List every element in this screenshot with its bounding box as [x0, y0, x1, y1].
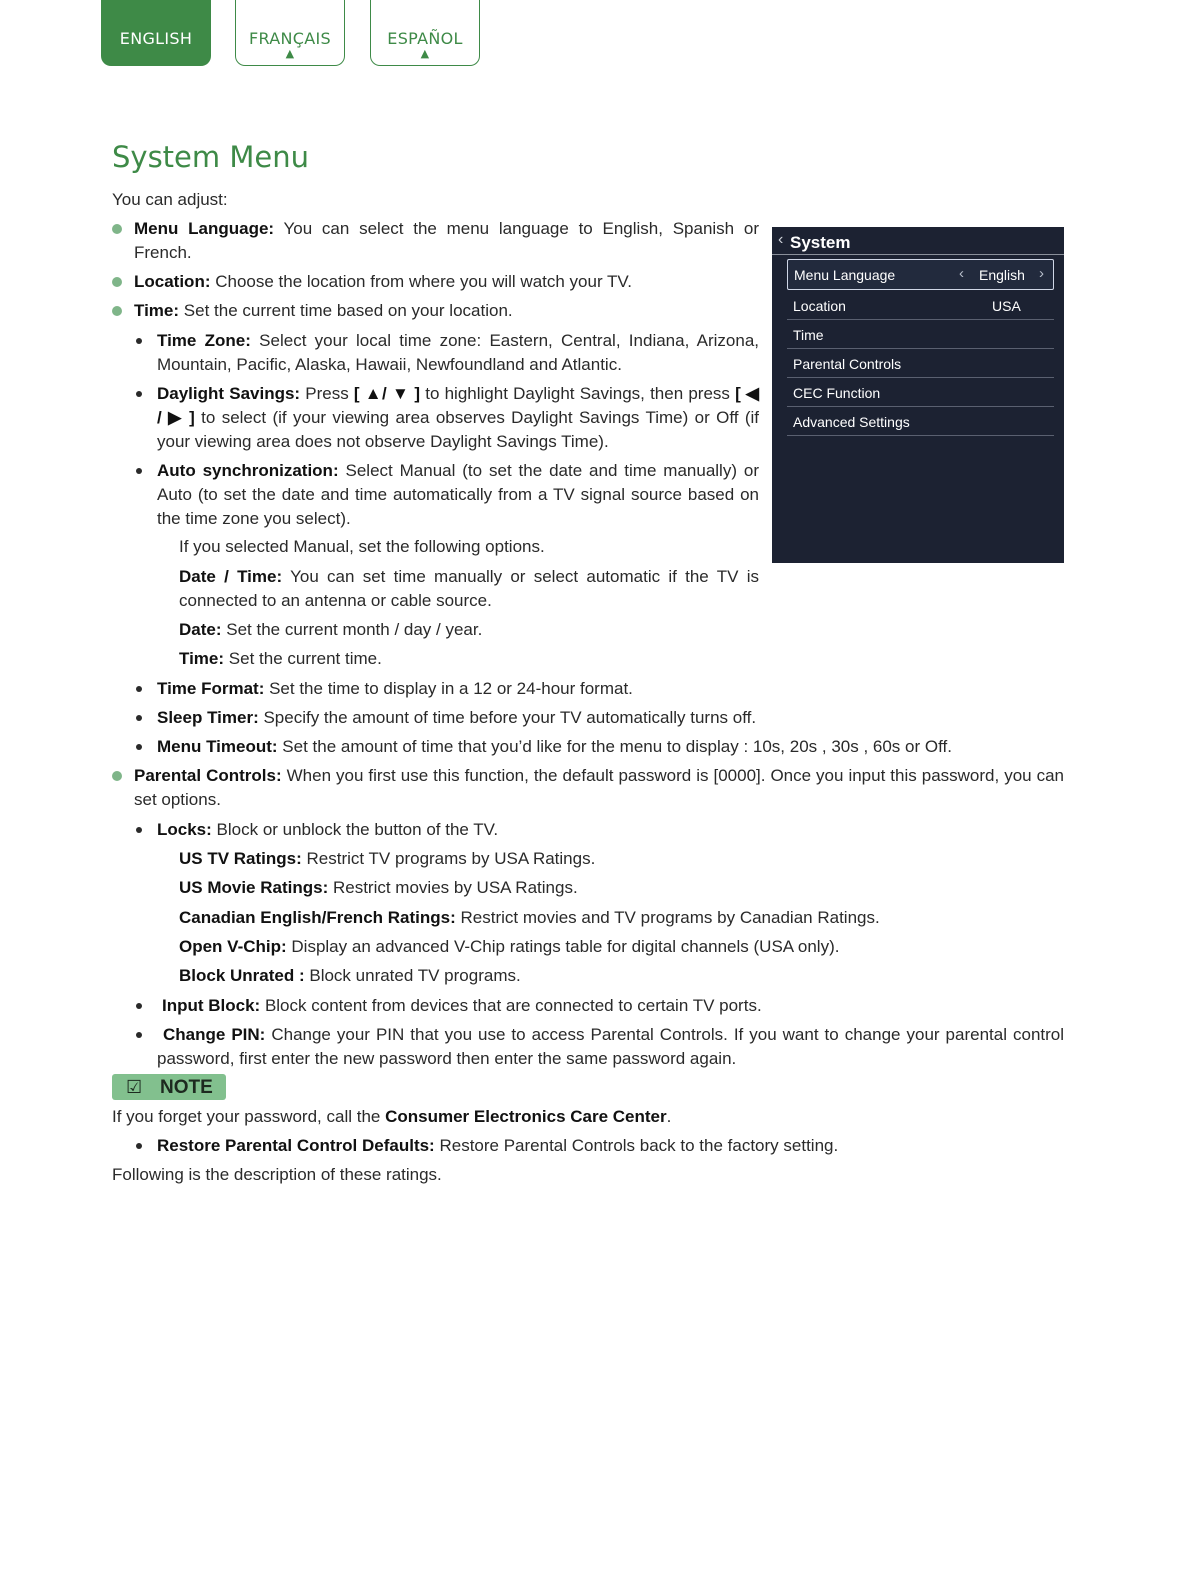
- bullet-dot: [112, 277, 122, 287]
- bullet-small: [136, 686, 142, 692]
- tv-row-cec-function[interactable]: [787, 378, 1054, 407]
- bullet-dot: [112, 306, 122, 316]
- tab-francais-label: FRANÇAIS: [249, 29, 331, 48]
- chevron-left-icon[interactable]: ‹: [959, 265, 964, 282]
- bullet-dot: [112, 771, 122, 781]
- item-restore-defaults: Restore Parental Control Defaults: Restore Parental Controls back to the factory setting.: [157, 1136, 839, 1155]
- tv-system-menu: [772, 227, 1064, 563]
- tab-espanol-label: ESPAÑOL: [387, 29, 463, 48]
- item-input-block: Input Block: Block content from devices that are connected to certain TV ports.: [162, 996, 762, 1015]
- tv-row-label: Location: [793, 298, 846, 314]
- tv-row-label: Menu Language: [794, 267, 896, 283]
- item-sleep-timer: Sleep Timer: Specify the amount of time before your TV automatically turns off.: [157, 708, 757, 727]
- item-time-format: Time Format: Set the time to display in a 12 or 24-hour format.: [157, 679, 633, 698]
- tv-menu-title: System: [790, 233, 851, 252]
- item-canadian-ratings: Canadian English/French Ratings: Restrict movies and TV programs by Canadian Ratings.: [179, 908, 880, 927]
- tv-menu-header: [772, 227, 1064, 255]
- item-daylight-savings: Daylight Savings: Press [ ▲/ ▼ ] to highlight Daylight Savings, then press [ ◀ / ▶ ] to select (if your viewing area observes Daylight Savings Time) or Off (if your viewing area does not observe Daylight Savings Time).: [157, 384, 760, 451]
- item-auto-sync: Auto synchronization: Select Manual (to set the date and time manually) or Auto (to set the date and time automatically from a TV signal source based on the time zone you select).: [157, 461, 759, 528]
- note-text: If you forget your password, call the Consumer Electronics Care Center.: [112, 1107, 672, 1126]
- tv-row-label: Advanced Settings: [793, 414, 910, 430]
- item-open-vchip: Open V-Chip: Display an advanced V-Chip ratings table for digital channels (USA only).: [179, 937, 840, 956]
- item-us-movie-ratings: US Movie Ratings: Restrict movies by USA Ratings.: [179, 878, 578, 897]
- bullet-small: [136, 391, 142, 397]
- item-menu-language: Menu Language: You can select the menu language to English, Spanish or French.: [134, 219, 759, 262]
- bullet-small: [136, 1143, 142, 1149]
- tv-row-parental-controls[interactable]: [787, 349, 1054, 378]
- bullet-small: [136, 715, 142, 721]
- bullet-small: [136, 744, 142, 750]
- tv-row-advanced-settings[interactable]: [787, 407, 1054, 436]
- tv-row-label: Parental Controls: [793, 356, 902, 372]
- note-label: NOTE: [160, 1077, 213, 1098]
- tv-row-value: USA: [992, 298, 1021, 314]
- bullet-small: [136, 468, 142, 474]
- triangle-up-icon: ▲: [285, 47, 295, 60]
- checkbox-pencil-icon: ☑: [126, 1077, 143, 1097]
- bullet-small: [136, 1032, 142, 1038]
- item-locks: Locks: Block or unblock the button of the TV.: [157, 820, 499, 839]
- tv-row-menu-language[interactable]: [787, 259, 1054, 290]
- item-date: Date: Set the current month / day / year.: [179, 620, 483, 639]
- tab-english-label: ENGLISH: [119, 29, 193, 48]
- triangle-up-icon: ▲: [420, 47, 430, 60]
- chevron-left-icon[interactable]: ‹: [778, 231, 784, 248]
- tv-row-label: CEC Function: [793, 385, 881, 401]
- chevron-right-icon[interactable]: ›: [1039, 265, 1044, 282]
- bullet-small: [136, 1003, 142, 1009]
- manual-intro: If you selected Manual, set the following options.: [179, 537, 545, 556]
- tv-row-value: English: [979, 267, 1025, 283]
- tv-row-time[interactable]: [787, 320, 1054, 349]
- item-location: Location: Choose the location from where you will watch your TV.: [134, 272, 632, 291]
- note-badge: [112, 1074, 226, 1100]
- item-time: Time: Set the current time based on your location.: [134, 301, 513, 320]
- tab-english[interactable]: [101, 0, 211, 66]
- tv-row-label: Time: [793, 327, 824, 343]
- item-time-zone: Time Zone: Select your local time zone: Eastern, Central, Indiana, Arizona, Mountain, Pacific, Alaska, Hawaii, Newfoundland and Atlantic.: [157, 331, 759, 374]
- page-title: System Menu: [112, 140, 309, 174]
- item-us-tv-ratings: US TV Ratings: Restrict TV programs by USA Ratings.: [179, 849, 596, 868]
- intro-text: You can adjust:: [112, 190, 228, 209]
- item-parental-controls: Parental Controls: When you first use this function, the default password is [0000]. Once you input this password, you can set options.: [134, 766, 1065, 809]
- bullet-dot: [112, 224, 122, 234]
- bullet-small: [136, 827, 142, 833]
- tv-row-location[interactable]: [787, 291, 1054, 320]
- item-menu-timeout: Menu Timeout: Set the amount of time that you’d like for the menu to display : 10s, 20s , 30s , 60s or Off.: [157, 737, 952, 756]
- item-block-unrated: Block Unrated : Block unrated TV programs.: [179, 966, 521, 985]
- footer-text: Following is the description of these ratings.: [112, 1165, 442, 1184]
- item-time-set: Time: Set the current time.: [179, 649, 382, 668]
- tab-francais[interactable]: [235, 0, 345, 66]
- tab-espanol[interactable]: [370, 0, 480, 66]
- item-change-pin: Change PIN: Change your PIN that you use to access Parental Controls. If you want to change your parental control password, first enter the new password then enter the same password again.: [157, 1025, 1065, 1068]
- item-date-time: Date / Time: You can set time manually or select automatic if the TV is connected to an antenna or cable source.: [179, 567, 759, 610]
- bullet-small: [136, 338, 142, 344]
